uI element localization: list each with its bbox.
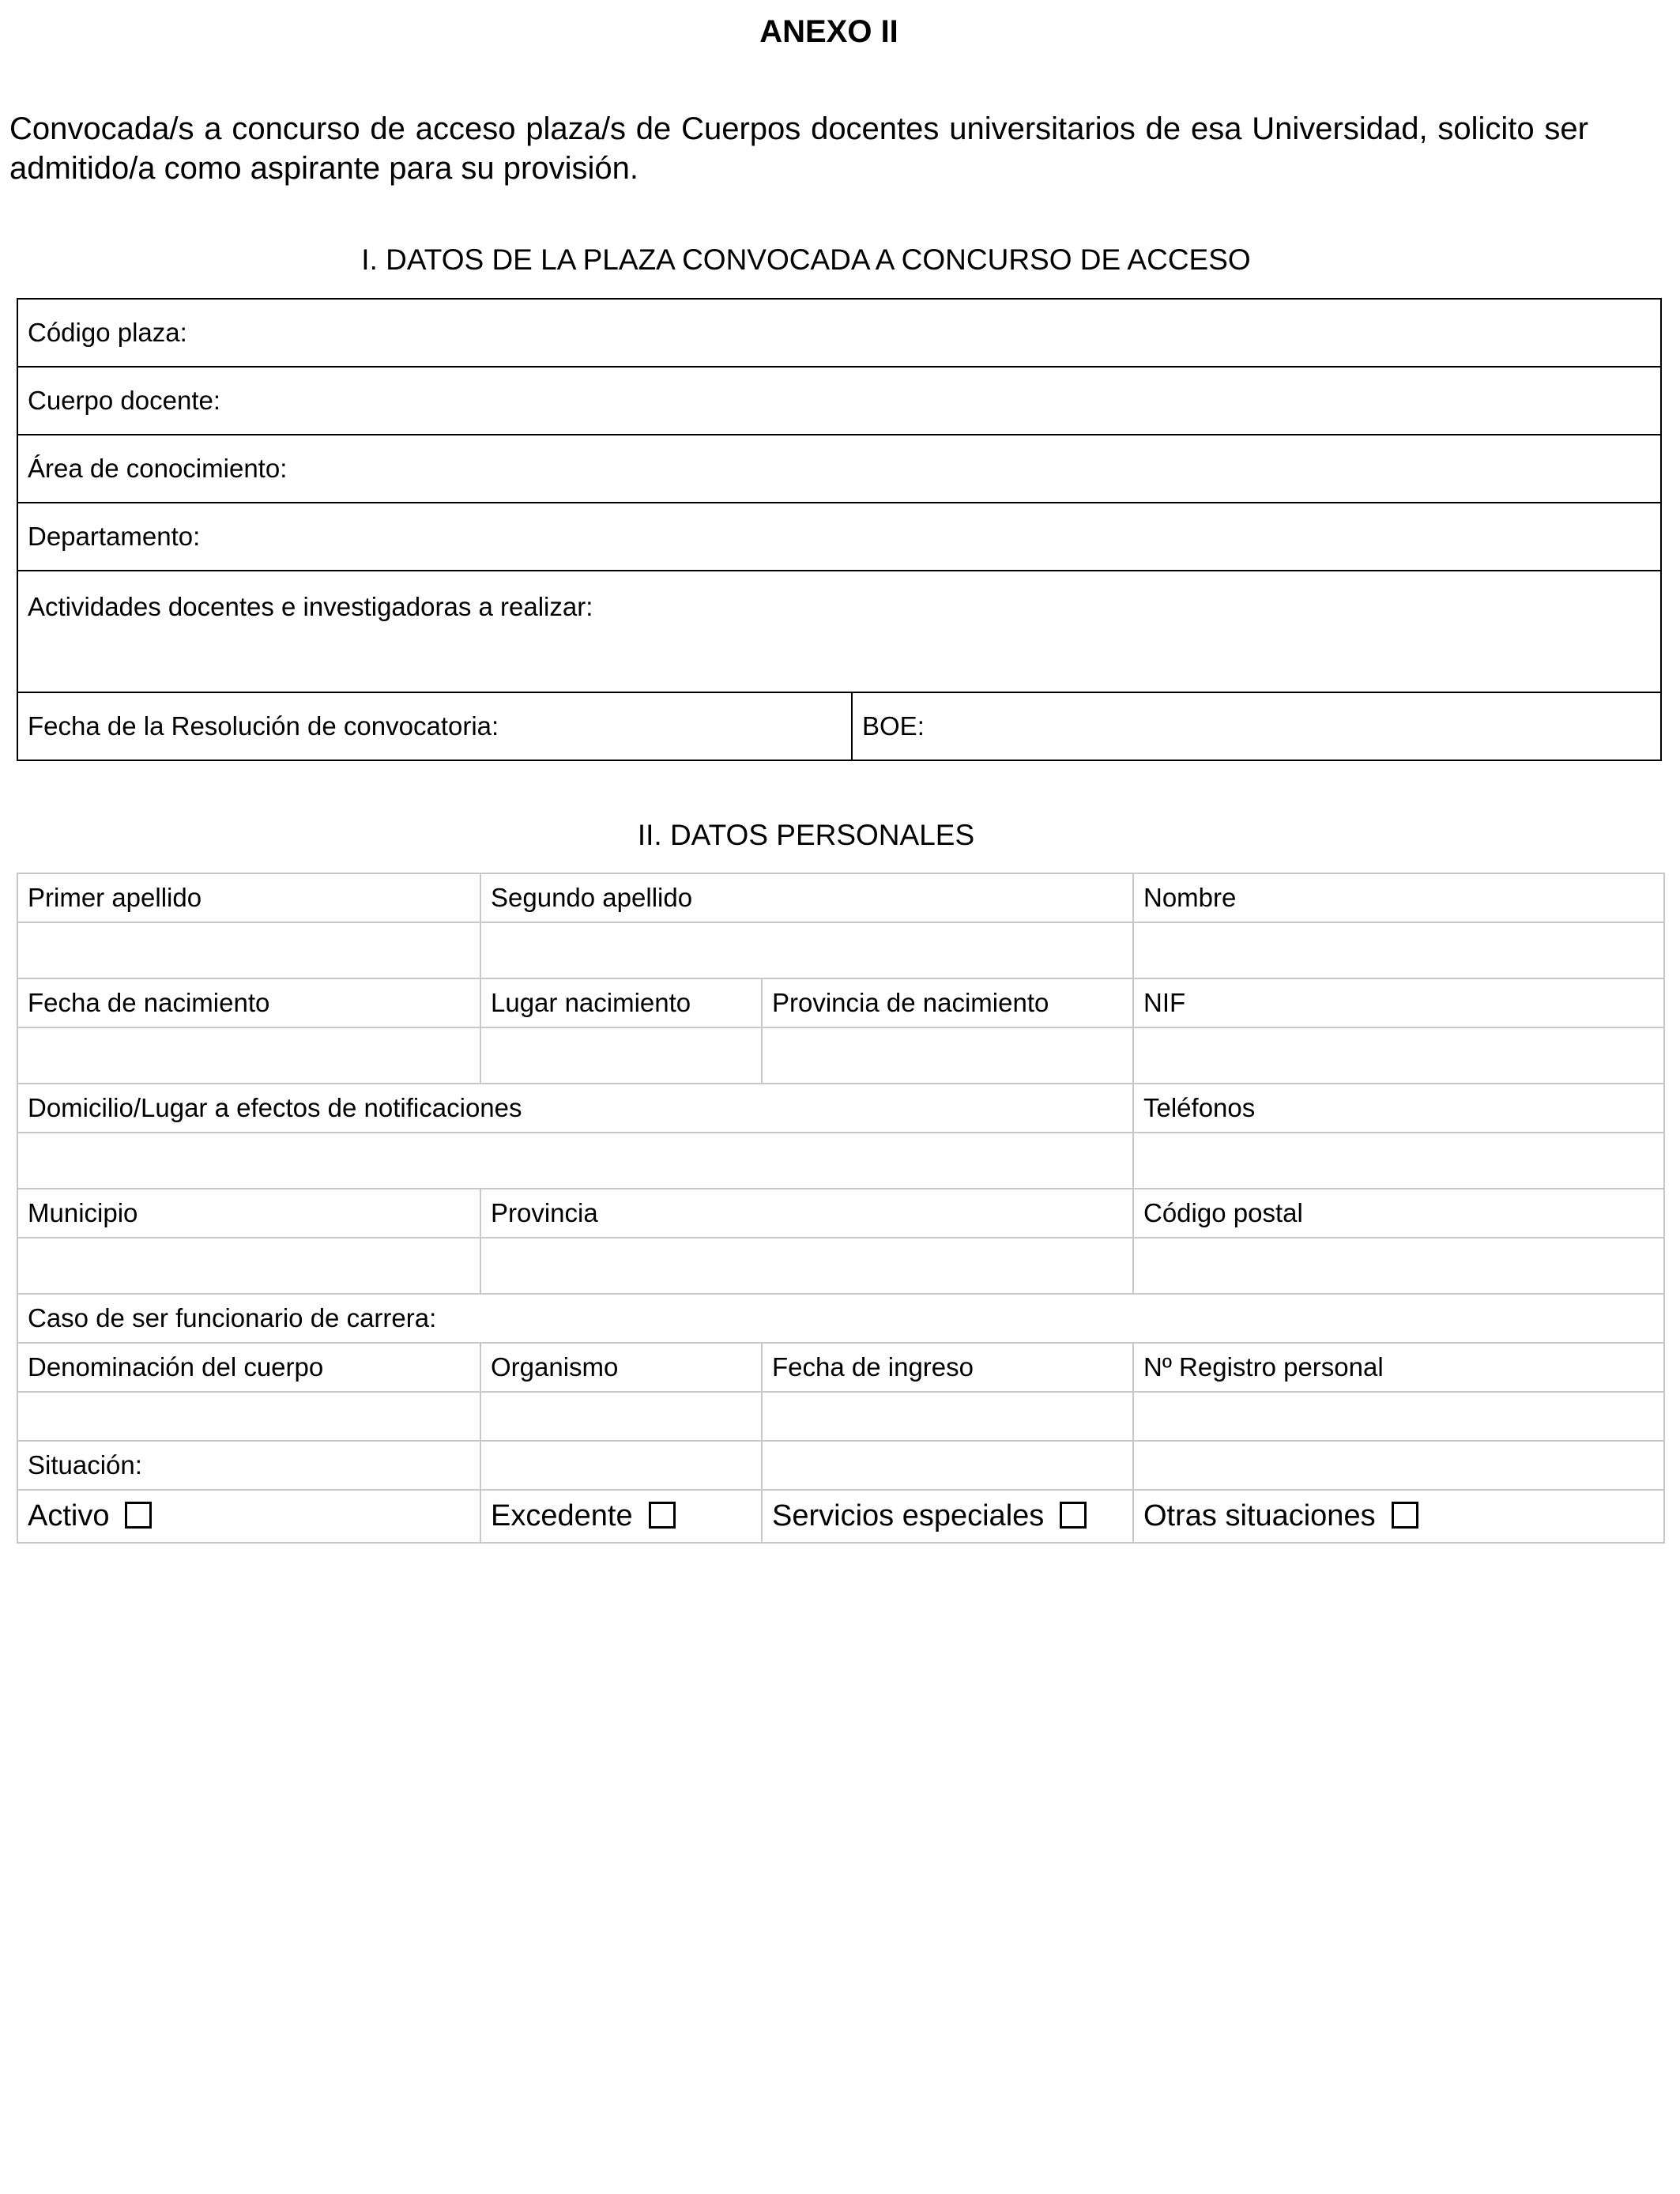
fecha-nacimiento-input[interactable] [17,1027,480,1084]
document-title: ANEXO II [759,14,898,49]
denominacion-cuerpo-label: Denominación del cuerpo [17,1343,480,1392]
servicios-especiales-checkbox[interactable] [1060,1502,1087,1529]
domicilio-input[interactable] [17,1133,1133,1189]
section-1-heading: I. DATOS DE LA PLAZA CONVOCADA A CONCURSO DE ACCESO [361,243,1251,276]
lugar-nacimiento-label: Lugar nacimiento [480,978,762,1027]
section-2-heading: II. DATOS PERSONALES [637,819,975,851]
denominacion-cuerpo-input[interactable] [17,1392,480,1441]
option-servicios-especiales-label: Servicios especiales [772,1499,1045,1532]
excedente-checkbox[interactable] [649,1502,676,1529]
nombre-label: Nombre [1133,873,1664,922]
option-excedente [480,1490,762,1543]
lugar-nacimiento-input[interactable] [480,1027,762,1084]
option-servicios-especiales [762,1490,1133,1543]
boe-field[interactable]: BOE: [852,692,1661,760]
nif-input[interactable] [1133,1027,1664,1084]
municipio-label: Municipio [17,1189,480,1238]
codigo-postal-input[interactable] [1133,1238,1664,1294]
telefonos-input[interactable] [1133,1133,1664,1189]
plaza-data-table [17,298,1662,761]
nombre-input[interactable] [1133,922,1664,978]
situacion-label: Situación: [17,1441,480,1490]
option-otras-situaciones-label: Otras situaciones [1143,1499,1376,1532]
organismo-label: Organismo [480,1343,762,1392]
empty-cell [480,1441,762,1490]
empty-cell [762,1441,1133,1490]
funcionario-label: Caso de ser funcionario de carrera: [17,1294,1664,1343]
fecha-ingreso-label: Fecha de ingreso [762,1343,1133,1392]
telefonos-label: Teléfonos [1133,1084,1664,1133]
otras-situaciones-checkbox[interactable] [1392,1502,1418,1529]
registro-personal-input[interactable] [1133,1392,1664,1441]
segundo-apellido-label: Segundo apellido [480,873,1133,922]
area-conocimiento-field[interactable]: Área de conocimiento: [17,435,1661,503]
codigo-plaza-field[interactable]: Código plaza: [17,299,1661,367]
domicilio-label: Domicilio/Lugar a efectos de notificaciones [17,1084,1133,1133]
nif-label: NIF [1133,978,1664,1027]
fecha-nacimiento-label: Fecha de nacimiento [17,978,480,1027]
option-activo [17,1490,480,1543]
personal-data-table [17,873,1665,1544]
provincia-nacimiento-input[interactable] [762,1027,1133,1084]
provincia-nacimiento-label: Provincia de nacimiento [762,978,1133,1027]
fecha-ingreso-input[interactable] [762,1392,1133,1441]
actividades-field[interactable]: Actividades docentes e investigadoras a realizar: [17,571,1661,692]
option-otras-situaciones [1133,1490,1664,1543]
intro-paragraph: Convocada/s a concurso de acceso plaza/s de Cuerpos docentes universitarios de esa Universidad, solicito ser admitido/a como aspirante para su provisión. [9,111,1588,186]
cuerpo-docente-field[interactable]: Cuerpo docente: [17,367,1661,435]
option-excedente-label: Excedente [491,1499,633,1532]
organismo-input[interactable] [480,1392,762,1441]
option-activo-label: Activo [28,1499,110,1532]
provincia-label: Provincia [480,1189,1133,1238]
registro-personal-label: Nº Registro personal [1133,1343,1664,1392]
municipio-input[interactable] [17,1238,480,1294]
empty-cell [1133,1441,1664,1490]
segundo-apellido-input[interactable] [480,922,1133,978]
activo-checkbox[interactable] [125,1502,152,1529]
primer-apellido-input[interactable] [17,922,480,978]
provincia-input[interactable] [480,1238,1133,1294]
primer-apellido-label: Primer apellido [17,873,480,922]
departamento-field[interactable]: Departamento: [17,503,1661,571]
fecha-resolucion-field[interactable]: Fecha de la Resolución de convocatoria: [17,692,852,760]
codigo-postal-label: Código postal [1133,1189,1664,1238]
